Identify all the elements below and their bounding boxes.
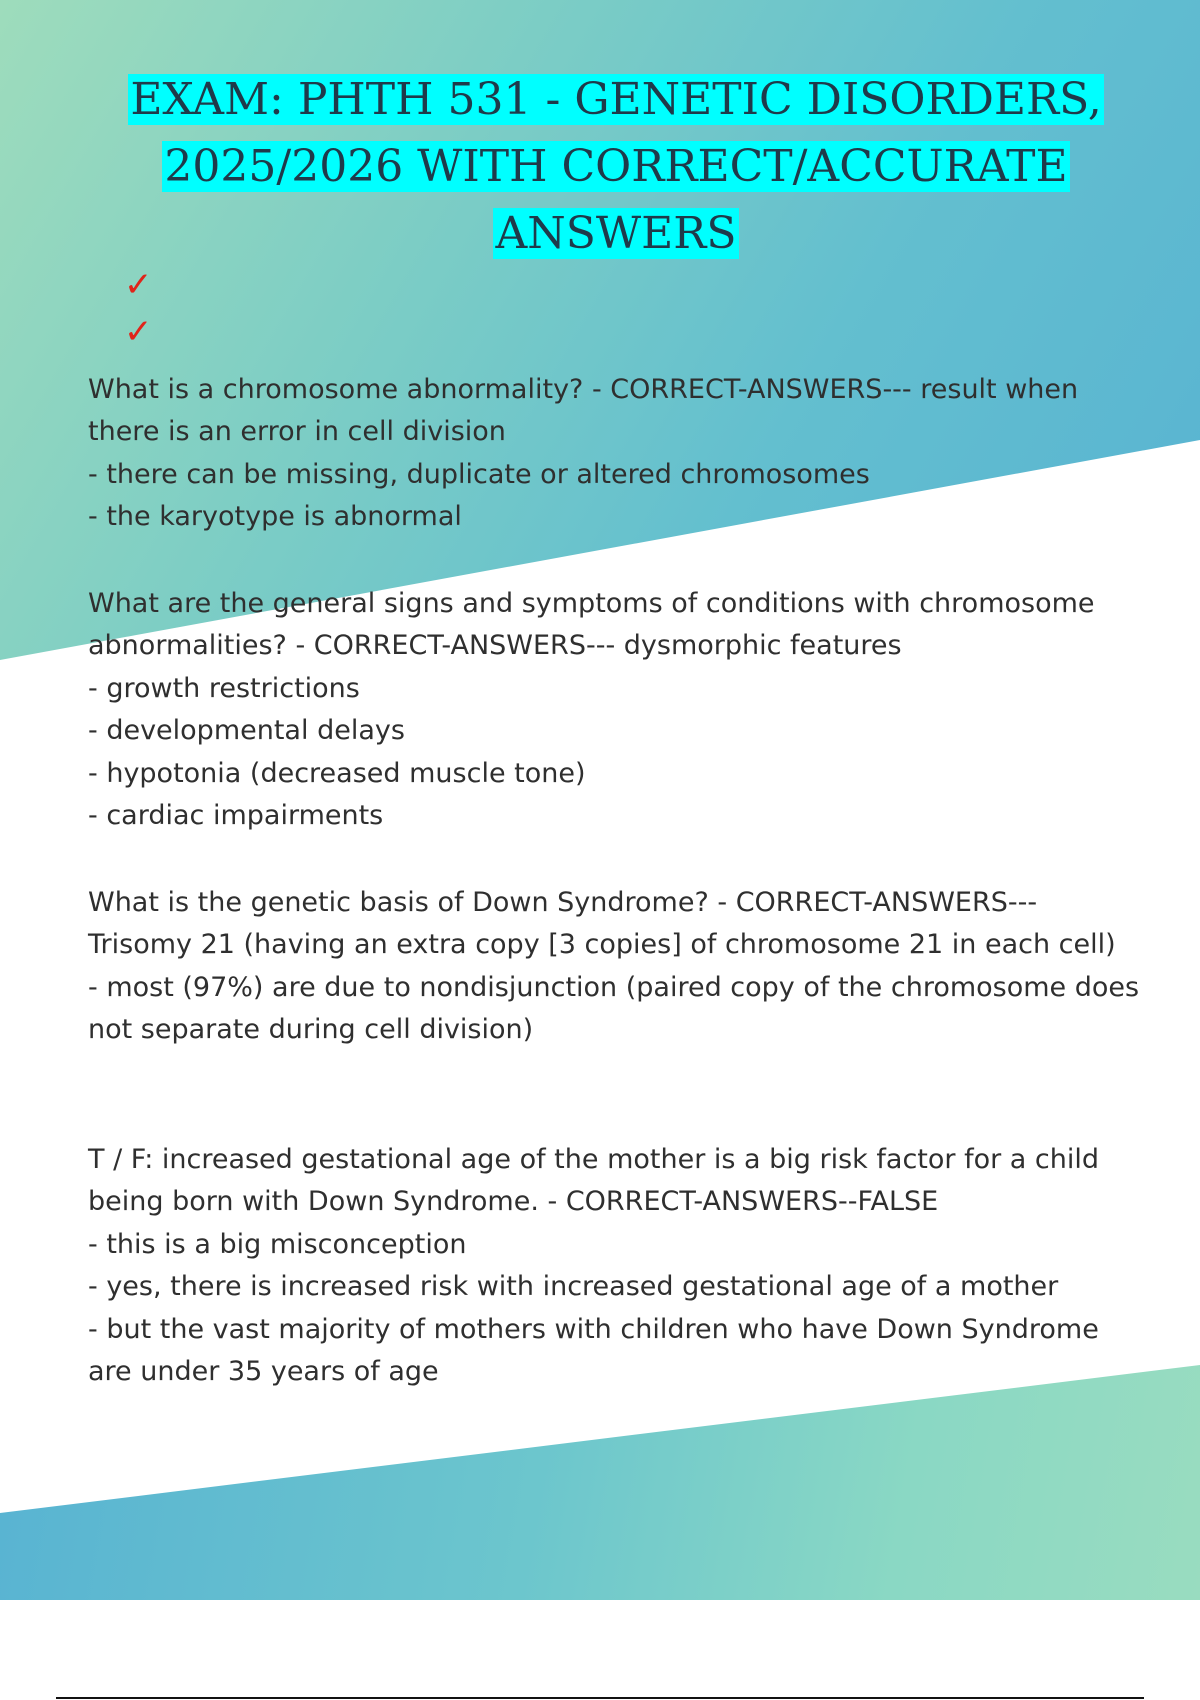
title-line-2: 2025/2026 WITH CORRECT/ACCURATE bbox=[164, 141, 1068, 192]
footer-gradient-background bbox=[0, 1365, 1200, 1600]
qa-bullet: - this is a big misconception bbox=[88, 1228, 467, 1260]
qa-item-down-syndrome-basis bbox=[88, 882, 1148, 1052]
title-line-1: EXAM: PHTH 531 - GENETIC DISORDERS, bbox=[130, 74, 1102, 125]
qa-item-gestational-age bbox=[88, 1139, 1148, 1393]
qa-question-answer: What is a chromosome abnormality? - CORRECT-ANSWERS--- result when there is an error in cell division bbox=[88, 374, 1087, 448]
qa-bullet: - there can be missing, duplicate or altered chromosomes bbox=[88, 458, 870, 490]
document-title bbox=[0, 66, 1200, 267]
title-line-3: ANSWERS bbox=[495, 208, 737, 259]
qa-bullet: - most (97%) are due to nondisjunction (paired copy of the chromosome does not separate during cell division) bbox=[88, 971, 1148, 1046]
qa-bullet: - yes, there is increased risk with increased gestational age of a mother bbox=[88, 1271, 1059, 1303]
qa-question-answer: T / F: increased gestational age of the mother is a big risk factor for a child being born with Down Syndrome. - CORRECT-ANSWERS--FALSE bbox=[88, 1144, 1108, 1218]
checkmark-icon: ✓ bbox=[124, 265, 153, 305]
qa-item-chromosome-abnormality bbox=[88, 369, 1148, 539]
qa-bullet: - developmental delays bbox=[88, 715, 405, 747]
qa-question-answer: What is the genetic basis of Down Syndrome? - CORRECT-ANSWERS--- Trisomy 21 (having an extra copy [3 copies] of chromosome 21 in each cell) bbox=[88, 887, 1116, 961]
checkmark-icon: ✓ bbox=[124, 312, 153, 352]
qa-question-answer: What are the general signs and symptoms of conditions with chromosome abnormalities? - CORRECT-ANSWERS--- dysmorphic features bbox=[88, 588, 1104, 662]
qa-bullet: - but the vast majority of mothers with children who have Down Syndrome are under 35 years of age bbox=[88, 1313, 1108, 1388]
qa-bullet: - growth restrictions bbox=[88, 672, 360, 704]
qa-bullet: - hypotonia (decreased muscle tone) bbox=[88, 757, 586, 789]
qa-item-signs-symptoms bbox=[88, 583, 1148, 837]
qa-bullet: - the karyotype is abnormal bbox=[88, 501, 462, 533]
footer-divider bbox=[56, 1697, 1144, 1699]
qa-bullet: - cardiac impairments bbox=[88, 800, 384, 832]
